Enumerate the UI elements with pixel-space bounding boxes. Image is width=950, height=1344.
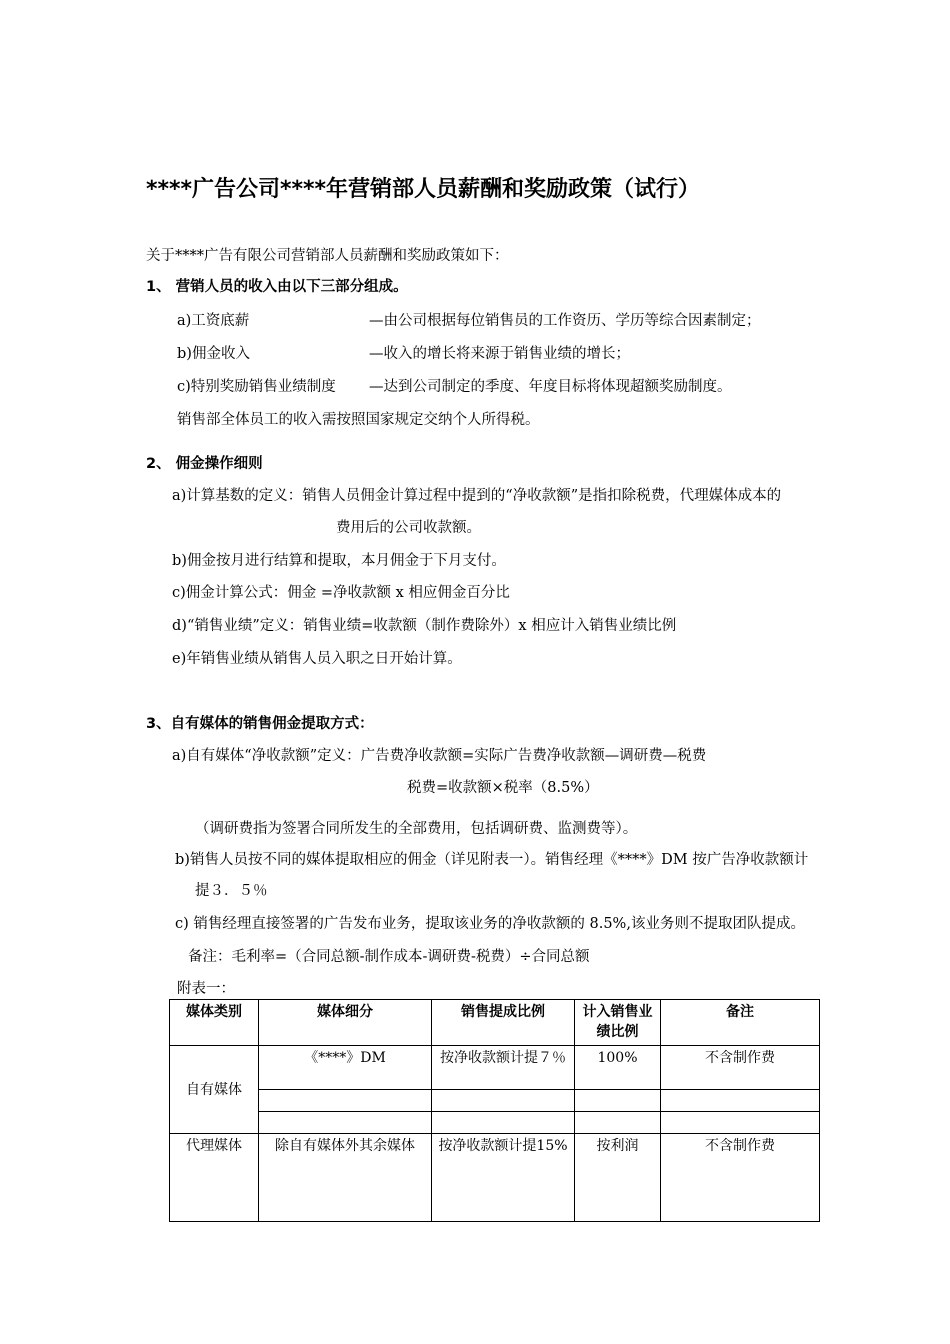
own-media-rule-b-line2: 提３．５％ xyxy=(195,883,268,899)
table-row xyxy=(170,1134,820,1222)
own-media-rule-a-line1: a)自有媒体“净收款额”定义：广告费净收款额=实际广告费净收款额—调研费—税费 xyxy=(172,748,707,764)
income-item-b xyxy=(177,342,630,363)
commission-rule-d: d)“销售业绩”定义：销售业绩=收款额（制作费除外）x 相应计入销售业绩比例 xyxy=(172,618,677,634)
header-performance-ratio: 计入销售业绩比例 xyxy=(575,1000,661,1046)
section-2-heading: 2、 佣金操作细则 xyxy=(146,456,263,472)
gross-margin-remark: 备注：毛利率=（合同总额-制作成本-调研费-税费）÷合同总额 xyxy=(188,949,590,965)
own-media-commission: 按净收款额计提７％ xyxy=(432,1046,575,1090)
income-item-a xyxy=(177,309,761,330)
own-media-rule-c: c) 销售经理直接签署的广告发布业务，提取该业务的净收款额的 8.5%,该业务则不提取团队提成。 xyxy=(175,916,805,932)
own-media-category: 自有媒体 xyxy=(170,1046,259,1134)
commission-rule-a-line2: 费用后的公司收款额。 xyxy=(336,520,481,536)
own-media-rule-b-line1: b)销售人员按不同的媒体提取相应的佣金（详见附表一）。销售经理《****》DM 按广告净收款额计 xyxy=(175,852,809,868)
header-media-detail: 媒体细分 xyxy=(259,1000,432,1046)
own-media-detail: 《****》DM xyxy=(259,1046,432,1090)
income-item-b-label: b)佣金收入 xyxy=(177,346,250,362)
own-media-performance: 100% xyxy=(575,1046,661,1090)
own-media-remark: 不含制作费 xyxy=(661,1046,820,1090)
agency-media-detail: 除自有媒体外其余媒体 xyxy=(259,1134,432,1222)
research-fee-note: （调研费指为签署合同所发生的全部费用，包括调研费、监测费等）。 xyxy=(195,821,638,837)
table-header-row xyxy=(170,1000,820,1046)
appendix-label: 附表一： xyxy=(177,981,235,997)
income-item-c-label: c)特别奖励销售业绩制度 xyxy=(177,379,336,395)
income-item-b-desc: —收入的增长将来源于销售业绩的增长； xyxy=(369,346,630,362)
section-1-heading: 1、 营销人员的收入由以下三部分组成。 xyxy=(146,279,408,295)
header-media-category: 媒体类别 xyxy=(170,1000,259,1046)
commission-rule-b: b)佣金按月进行结算和提取，本月佣金于下月支付。 xyxy=(172,553,506,569)
header-remark: 备注 xyxy=(661,1000,820,1046)
header-commission-rate: 销售提成比例 xyxy=(432,1000,575,1046)
table-row xyxy=(170,1046,820,1090)
income-item-a-label: a)工资底薪 xyxy=(177,313,250,329)
commission-table xyxy=(169,999,820,1222)
agency-media-category: 代理媒体 xyxy=(170,1134,259,1222)
table-row-empty xyxy=(170,1112,820,1134)
income-item-c xyxy=(177,375,732,396)
commission-rule-c: c)佣金计算公式：佣金 =净收款额 x 相应佣金百分比 xyxy=(172,585,510,601)
commission-rule-a-line1: a)计算基数的定义：销售人员佣金计算过程中提到的“净收款额”是指扣除税费，代理媒体成本的 xyxy=(172,488,782,504)
section-3-heading: 3、自有媒体的销售佣金提取方式： xyxy=(146,716,374,732)
agency-media-commission: 按净收款额计提15% xyxy=(432,1134,575,1222)
intro-text: 关于****广告有限公司营销部人员薪酬和奖励政策如下： xyxy=(146,248,509,264)
income-item-a-desc: —由公司根据每位销售员的工作资历、学历等综合因素制定； xyxy=(369,313,761,329)
agency-media-remark: 不含制作费 xyxy=(661,1134,820,1222)
income-item-c-desc: —达到公司制定的季度、年度目标将体现超额奖励制度。 xyxy=(369,379,732,395)
page-title: ****广告公司****年营销部人员薪酬和奖励政策（试行） xyxy=(146,177,701,202)
own-media-tax-formula: 税费=收款额×税率（8.5%） xyxy=(407,780,599,796)
tax-note: 销售部全体员工的收入需按照国家规定交纳个人所得税。 xyxy=(177,412,540,428)
table-row-empty xyxy=(170,1090,820,1112)
commission-rule-e: e)年销售业绩从销售人员入职之日开始计算。 xyxy=(172,651,462,667)
agency-media-performance: 按利润 xyxy=(575,1134,661,1222)
